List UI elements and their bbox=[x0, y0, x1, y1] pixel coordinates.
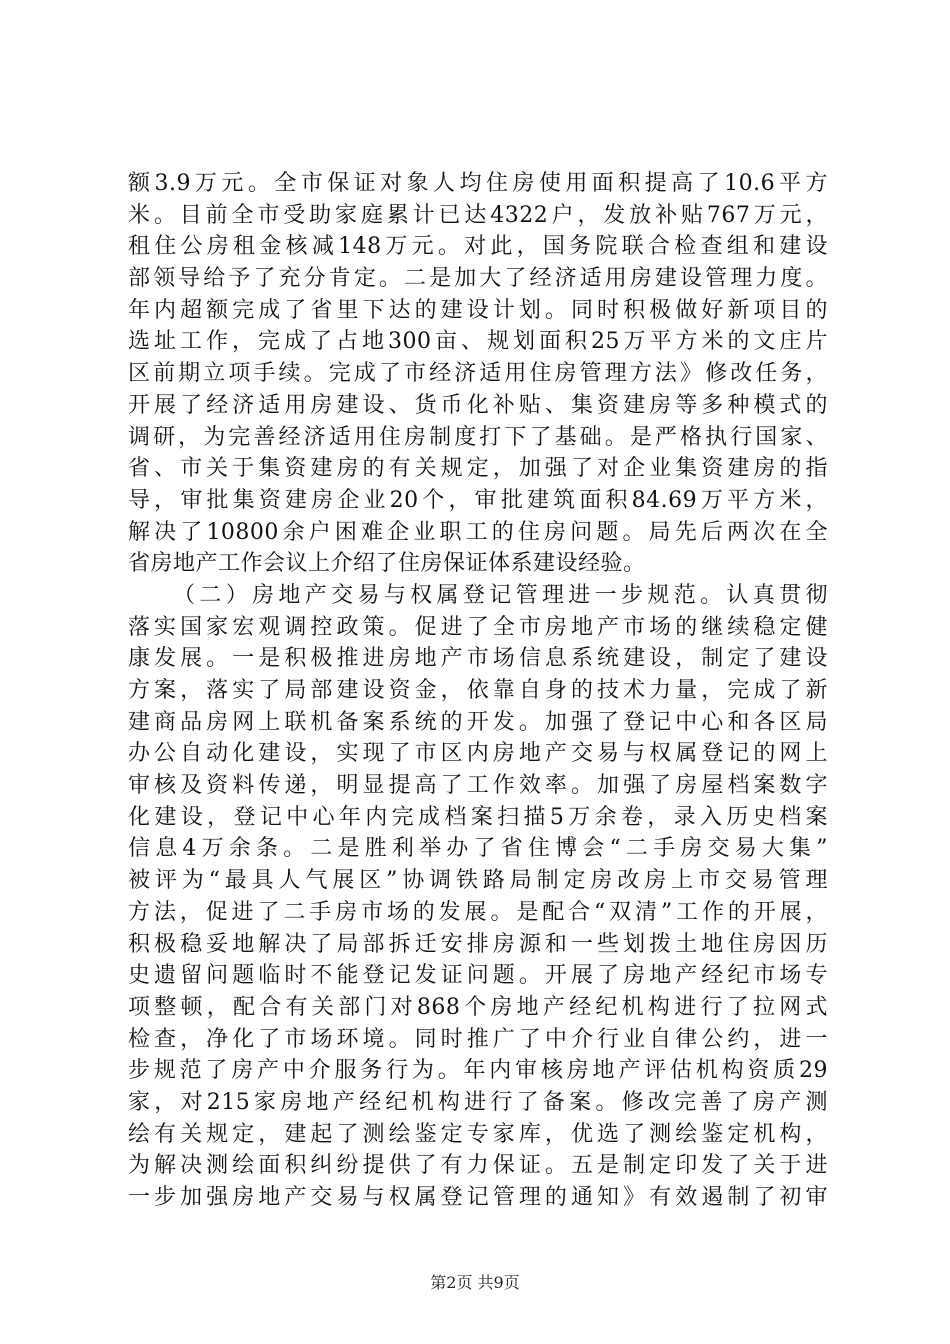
text-line: 家，对215家房地产经纪机构进行了备案。修改完善了房产测 bbox=[128, 1089, 828, 1115]
text-line: 年内超额完成了省里下达的建设计划。同时积极做好新项目的 bbox=[128, 297, 828, 323]
text-line: 解决了10800余户困难企业职工的住房问题。局先后两次在全 bbox=[128, 519, 828, 545]
text-line: 化建设，登记中心年内完成档案扫描5万余卷，录入历史档案 bbox=[128, 804, 828, 830]
text-line: 信息4万余条。二是胜利举办了省住博会“二手房交易大集” bbox=[128, 836, 828, 862]
text-line: 落实国家宏观调控政策。促进了全市房地产市场的继续稳定健 bbox=[128, 614, 828, 640]
text-line: 检查，净化了市场环境。同时推广了中介行业自律公约，进一 bbox=[128, 1026, 828, 1052]
paragraph-end-line: 省房地产工作会议上介绍了住房保证体系建设经验。 bbox=[128, 551, 646, 577]
text-line: 选址工作，完成了占地300亩、规划面积25万平方米的文庄片 bbox=[128, 329, 828, 355]
text-line: 一步加强房地产交易与权属登记管理的通知》有效遏制了初审 bbox=[128, 1185, 828, 1210]
text-line: 方案，落实了局部建设资金，依靠自身的技术力量，完成了新 bbox=[128, 678, 828, 703]
text-line: 审核及资料传递，明显提高了工作效率。加强了房屋档案数字 bbox=[128, 773, 828, 799]
text-line: 项整顿，配合有关部门对868个房地产经纪机构进行了拉网式 bbox=[128, 994, 828, 1020]
text-line: 额3.9万元。全市保证对象人均住房使用面积提高了10.6平方 bbox=[128, 171, 828, 196]
text-line: 导，审批集资建房企业20个，审批建筑面积84.69万平方米， bbox=[128, 487, 828, 513]
text-line: 建商品房网上联机备案系统的开发。加强了登记中心和各区局 bbox=[128, 709, 828, 735]
text-line: 办公自动化建设，实现了市区内房地产交易与权属登记的网上 bbox=[128, 741, 828, 767]
page-number-footer: 第2页 共9页 bbox=[430, 1273, 520, 1292]
text-line: 为解决测绘面积纠纷提供了有力保证。五是制定印发了关于进 bbox=[128, 1153, 828, 1179]
text-line: 史遗留问题临时不能登记发证问题。开展了房地产经纪市场专 bbox=[128, 963, 828, 989]
text-line: 积极稳妥地解决了局部拆迁安排房源和一些划拨土地住房因历 bbox=[128, 931, 828, 957]
body-text bbox=[128, 168, 828, 1214]
text-line: 省、市关于集资建房的有关规定，加强了对企业集资建房的指 bbox=[128, 456, 828, 482]
text-line: 被评为“最具人气展区”协调铁路局制定房改房上市交易管理 bbox=[128, 868, 828, 894]
text-line: 方法，促进了二手房市场的发展。是配合“双清”工作的开展， bbox=[128, 899, 828, 925]
paragraph-start-line: （二）房地产交易与权属登记管理进一步规范。认真贯彻 bbox=[173, 582, 828, 608]
text-line: 调研，为完善经济适用住房制度打下了基础。是严格执行国家、 bbox=[128, 424, 828, 450]
text-line: 步规范了房产中介服务行为。年内审核房地产评估机构资质29 bbox=[128, 1058, 828, 1084]
text-line: 米。目前全市受助家庭累计已达4322户，发放补贴767万元， bbox=[128, 202, 828, 228]
text-line: 开展了经济适用房建设、货币化补贴、集资建房等多种模式的 bbox=[128, 392, 828, 418]
text-line: 部领导给予了充分肯定。二是加大了经济适用房建设管理力度。 bbox=[128, 266, 828, 292]
text-line: 康发展。一是积极推进房地产市场信息系统建设，制定了建设 bbox=[128, 646, 828, 672]
text-line: 区前期立项手续。完成了市经济适用住房管理方法》修改任务， bbox=[128, 361, 828, 387]
text-line: 绘有关规定，建起了测绘鉴定专家库，优选了测绘鉴定机构， bbox=[128, 1121, 828, 1147]
text-line: 租住公房租金核减148万元。对此，国务院联合检查组和建设 bbox=[128, 234, 828, 260]
